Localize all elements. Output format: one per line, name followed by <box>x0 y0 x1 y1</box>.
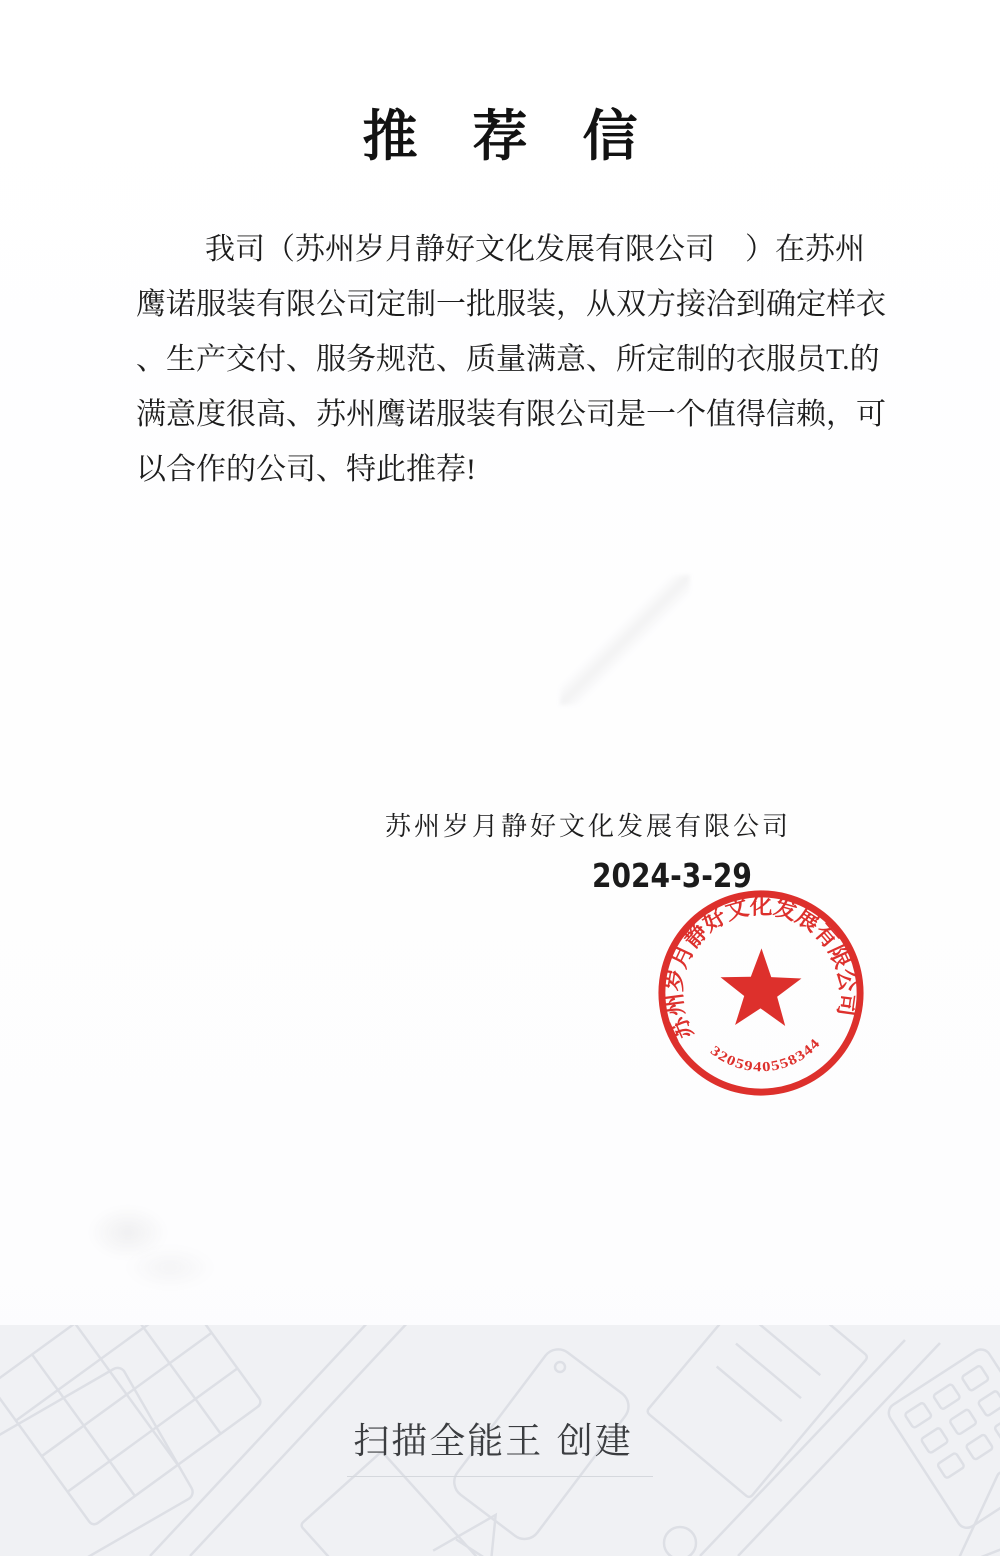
letter-body-line-1: 我司（苏州岁月静好文化发展有限公司 ）在苏州 <box>205 233 865 266</box>
signature-company-name: 苏州岁月静好文化发展有限公司 <box>385 812 792 841</box>
letter-body-line-3: 、生产交付、服务规范、质量满意、所定制的衣服员T.的 <box>136 343 880 376</box>
scanner-footer <box>0 1325 1000 1556</box>
circle-doodle <box>664 1527 696 1556</box>
scanner-watermark-text: 扫描全能王 创建 <box>347 1413 652 1477</box>
letter-body-line-5: 以合作的公司、特此推荐! <box>136 453 476 486</box>
letter-body-line-4: 满意度很高、苏州鹰诺服装有限公司是一个值得信赖，可 <box>136 398 886 431</box>
letter-body <box>136 222 886 497</box>
scan-artifact <box>125 1245 215 1290</box>
seal-serial-number: 3205940558344 <box>707 1036 823 1076</box>
scan-artifact <box>560 575 690 705</box>
seal-company-text: 苏州岁月静好文化发展有限公司 <box>661 893 861 1044</box>
scan-artifact <box>88 1205 168 1260</box>
signature-date: 2024-3-29 <box>592 856 752 895</box>
letter-a-doodle-icon <box>433 1497 523 1556</box>
letter-body-line-2: 鹰诺服装有限公司定制一批服装，从双方接洽到确定样衣 <box>136 288 886 321</box>
letter-title: 推 荐 信 <box>362 106 638 167</box>
seal-star-icon <box>718 944 807 1033</box>
svg-text:3205940558344 <box>706 1031 827 1083</box>
company-seal <box>640 872 883 1115</box>
watermark-row <box>0 1413 1000 1477</box>
dot-doodle <box>555 1362 565 1372</box>
